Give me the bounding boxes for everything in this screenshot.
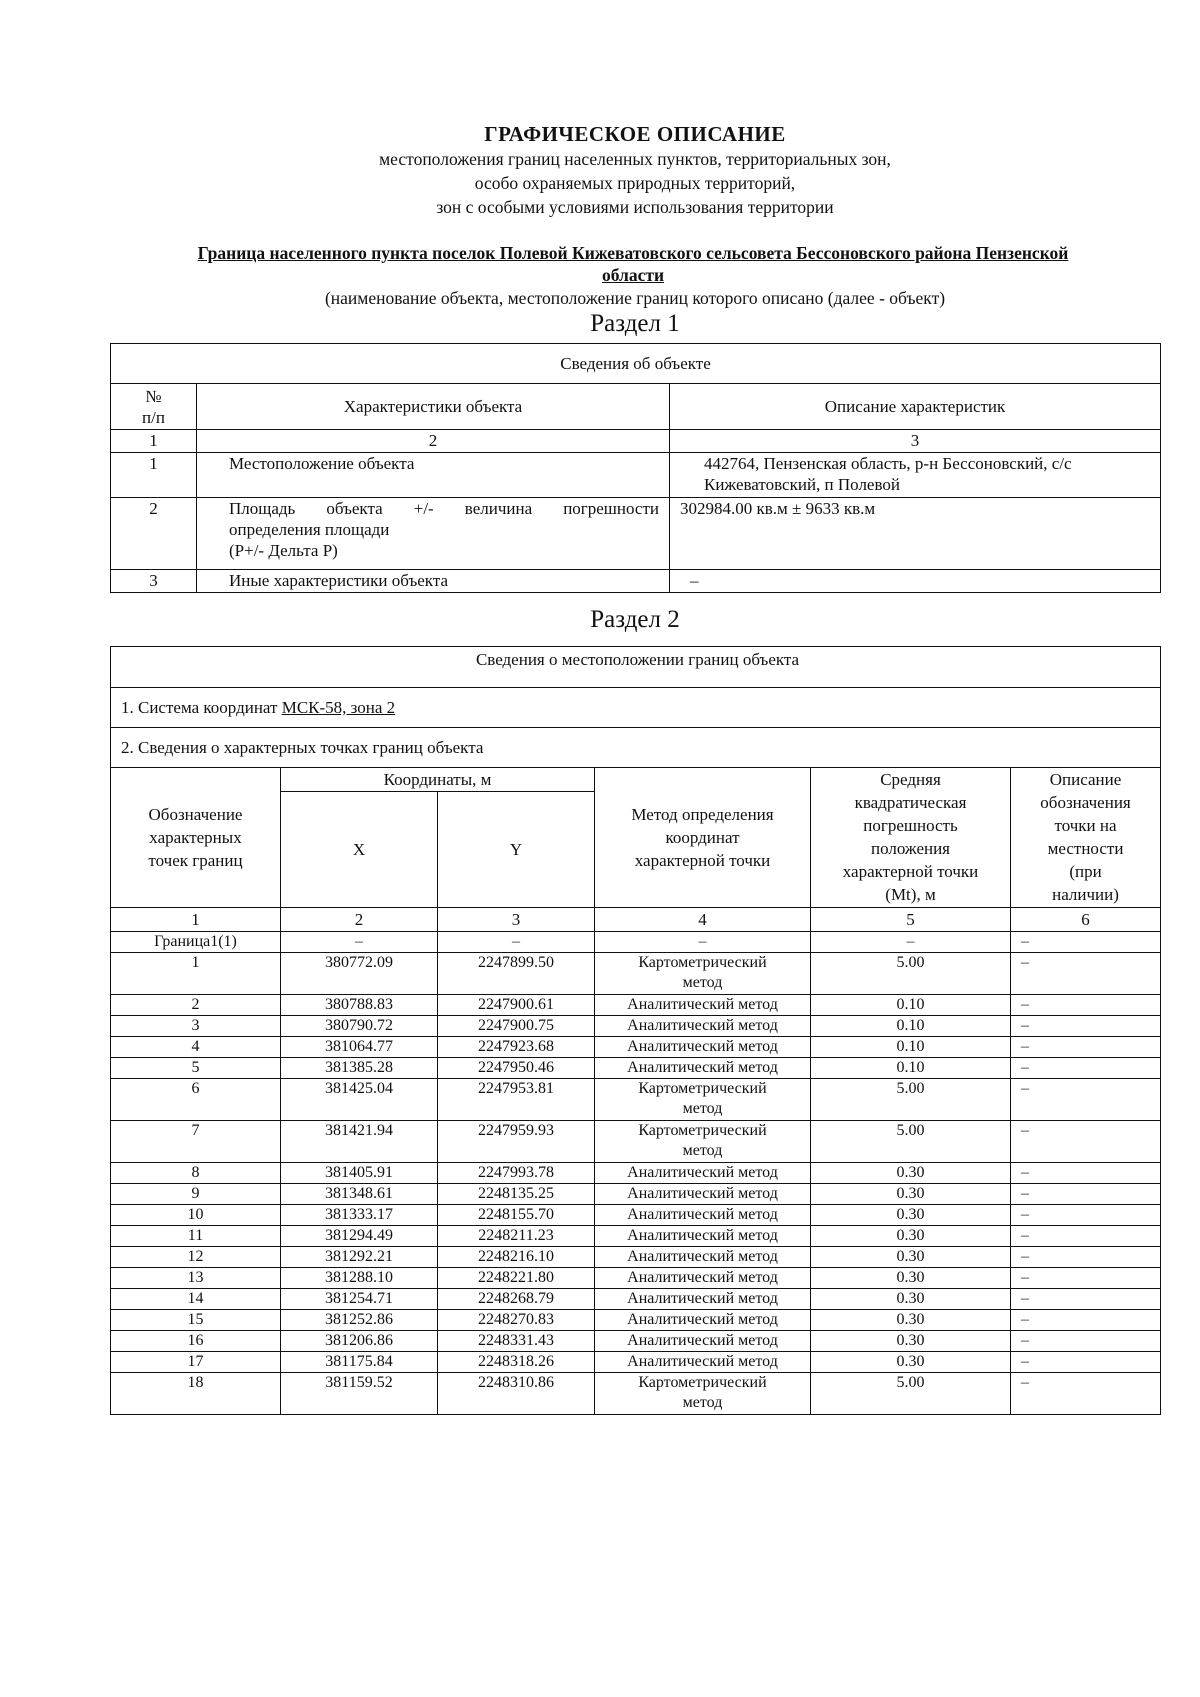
- col-number: 2: [281, 908, 438, 932]
- point-error: 0.30: [811, 1205, 1011, 1226]
- point-error: 5.00: [811, 1121, 1011, 1163]
- point-description: –: [1011, 1163, 1161, 1184]
- point-number: 14: [111, 1289, 281, 1310]
- point-method-line-2: метод: [682, 1099, 723, 1117]
- table-row: [111, 1184, 1161, 1205]
- col-header-point-line-1: Обозначение: [148, 805, 243, 824]
- col-header-desc: [1011, 768, 1161, 908]
- point-method-line-1: Аналитический метод: [627, 1332, 778, 1349]
- col-header-desc-line-5: (при: [1069, 862, 1102, 881]
- point-method-line-1: Картометрический: [638, 954, 767, 971]
- point-description: –: [1011, 1268, 1161, 1289]
- table-row: [111, 1121, 1161, 1163]
- point-method: [595, 1226, 811, 1247]
- point-number: 8: [111, 1163, 281, 1184]
- point-description: –: [1011, 1037, 1161, 1058]
- point-method: [595, 1079, 811, 1121]
- point-description: –: [1011, 1079, 1161, 1121]
- col-header-method-line-3: характерной точки: [634, 851, 771, 870]
- point-x: 381252.86: [281, 1310, 438, 1331]
- row-char-line-3: (P+/- Дельта P): [229, 541, 338, 560]
- point-description: –: [1011, 1016, 1161, 1037]
- point-method-line-1: Аналитический метод: [627, 1164, 778, 1181]
- point-y: 2248310.86: [438, 1373, 595, 1415]
- point-x: 381333.17: [281, 1205, 438, 1226]
- point-method-line-2: метод: [682, 973, 723, 991]
- point-method: [595, 1016, 811, 1037]
- point-y: 2247923.68: [438, 1037, 595, 1058]
- point-number: 18: [111, 1373, 281, 1415]
- point-method: [595, 995, 811, 1016]
- table-row: [111, 1205, 1161, 1226]
- col-header-method-line-2: координат: [665, 828, 740, 847]
- col-header-x: X: [281, 792, 438, 908]
- point-method-line-1: Аналитический метод: [627, 996, 778, 1013]
- point-error: 5.00: [811, 1373, 1011, 1415]
- boundary-table-title: Сведения о местоположении границ объекта: [111, 647, 1161, 688]
- point-error: 0.30: [811, 1163, 1011, 1184]
- point-description: –: [1011, 1310, 1161, 1331]
- col-header-desc-line-3: точки на: [1054, 816, 1117, 835]
- point-method: [595, 1184, 811, 1205]
- point-x: 381206.86: [281, 1331, 438, 1352]
- point-number: 16: [111, 1331, 281, 1352]
- point-error: 0.30: [811, 1352, 1011, 1373]
- point-number: 9: [111, 1184, 281, 1205]
- point-number: 4: [111, 1037, 281, 1058]
- point-x: 381175.84: [281, 1352, 438, 1373]
- point-method: [595, 1037, 811, 1058]
- col-number: 3: [670, 430, 1161, 453]
- point-x: 380788.83: [281, 995, 438, 1016]
- col-number: 1: [111, 430, 197, 453]
- table-row: [111, 1058, 1161, 1079]
- col-header-error-line-2: квадратическая: [854, 793, 967, 812]
- boundary-cell: –: [281, 932, 438, 953]
- point-description: –: [1011, 995, 1161, 1016]
- point-error: 5.00: [811, 1079, 1011, 1121]
- col-header-point-line-2: характерных: [149, 828, 242, 847]
- table-row: [111, 498, 1161, 570]
- point-method: [595, 1163, 811, 1184]
- point-number: 10: [111, 1205, 281, 1226]
- point-method-line-1: Аналитический метод: [627, 1290, 778, 1307]
- point-method-line-2: метод: [682, 1393, 723, 1411]
- point-description: –: [1011, 1247, 1161, 1268]
- point-x: 381294.49: [281, 1226, 438, 1247]
- col-number: 6: [1011, 908, 1161, 932]
- coordinate-system-value: МСК-58, зона 2: [281, 698, 396, 717]
- col-number: 3: [438, 908, 595, 932]
- table-row: [111, 570, 1161, 593]
- point-method-line-1: Картометрический: [638, 1122, 767, 1139]
- point-description: –: [1011, 953, 1161, 995]
- point-method-line-1: Аналитический метод: [627, 1269, 778, 1286]
- point-number: 3: [111, 1016, 281, 1037]
- point-y: 2248135.25: [438, 1184, 595, 1205]
- point-y: 2247959.93: [438, 1121, 595, 1163]
- row-no: 2: [111, 498, 197, 570]
- table-row: [111, 1247, 1161, 1268]
- point-error: 0.30: [811, 1226, 1011, 1247]
- point-description: –: [1011, 1373, 1161, 1415]
- point-y: 2247900.75: [438, 1016, 595, 1037]
- col-header-desc-line-1: Описание: [1049, 770, 1122, 789]
- col-header-point: [111, 768, 281, 908]
- point-y: 2247950.46: [438, 1058, 595, 1079]
- point-number: 5: [111, 1058, 281, 1079]
- point-y: 2248155.70: [438, 1205, 595, 1226]
- point-x: 381405.91: [281, 1163, 438, 1184]
- point-description: –: [1011, 1289, 1161, 1310]
- point-x: 381421.94: [281, 1121, 438, 1163]
- document-title: ГРАФИЧЕСКОЕ ОПИСАНИЕ: [484, 122, 786, 146]
- point-error: 0.30: [811, 1184, 1011, 1205]
- row-no: 1: [111, 453, 197, 498]
- point-number: 12: [111, 1247, 281, 1268]
- row-no: 3: [111, 570, 197, 593]
- table-row: [111, 1331, 1161, 1352]
- subtitle-line-3: зон с особыми условиями использования территории: [436, 197, 834, 217]
- coordinate-system-label: 1. Система координат: [121, 698, 282, 717]
- point-y: 2247900.61: [438, 995, 595, 1016]
- point-method-line-1: Аналитический метод: [627, 1353, 778, 1370]
- row-char-line-1: Площадь объекта +/- величина погрешности: [229, 499, 659, 518]
- point-x: 380790.72: [281, 1016, 438, 1037]
- col-header-error-line-3: погрешность: [863, 816, 958, 835]
- row-char: Иные характеристики объекта: [197, 570, 670, 593]
- point-error: 0.30: [811, 1268, 1011, 1289]
- point-error: 0.30: [811, 1289, 1011, 1310]
- object-info-title: Сведения об объекте: [111, 344, 1161, 384]
- col-header-desc-line-4: местности: [1047, 839, 1124, 858]
- point-x: 381425.04: [281, 1079, 438, 1121]
- point-method-line-2: метод: [682, 1141, 723, 1159]
- subtitle-line-2: особо охраняемых природных территорий,: [474, 173, 796, 193]
- row-desc-line-2: Кижеватовский, п Полевой: [704, 475, 900, 494]
- section1-heading: Раздел 1: [590, 310, 680, 337]
- point-method-line-1: Аналитический метод: [627, 1227, 778, 1244]
- point-x: 381064.77: [281, 1037, 438, 1058]
- col-number: 2: [197, 430, 670, 453]
- point-error: 0.10: [811, 1016, 1011, 1037]
- col-header-error-line-6: (Mt), м: [885, 885, 936, 904]
- row-char: Местоположение объекта: [197, 453, 670, 498]
- row-char: [197, 498, 670, 570]
- boundary-cell: –: [438, 932, 595, 953]
- point-method: [595, 1058, 811, 1079]
- point-x: 381288.10: [281, 1268, 438, 1289]
- point-error: 0.30: [811, 1310, 1011, 1331]
- col-number: 4: [595, 908, 811, 932]
- table-row: [111, 1037, 1161, 1058]
- boundary-points-table: [110, 646, 1161, 1415]
- col-header-error-line-1: Средняя: [880, 770, 941, 789]
- table-row: [111, 1268, 1161, 1289]
- point-method: [595, 1331, 811, 1352]
- point-number: 7: [111, 1121, 281, 1163]
- table-row: [111, 995, 1161, 1016]
- col-header-char: Характеристики объекта: [197, 384, 670, 430]
- point-description: –: [1011, 1058, 1161, 1079]
- coordinate-system: [111, 688, 1161, 728]
- col-header-error: [811, 768, 1011, 908]
- point-method: [595, 1247, 811, 1268]
- col-number: 5: [811, 908, 1011, 932]
- point-x: 381159.52: [281, 1373, 438, 1415]
- table-row: [111, 953, 1161, 995]
- points-body: [111, 953, 1161, 1415]
- point-description: –: [1011, 1184, 1161, 1205]
- point-method-line-1: Аналитический метод: [627, 1248, 778, 1265]
- point-error: 0.30: [811, 1331, 1011, 1352]
- subtitle-line-1: местоположения границ населенных пунктов, территориальных зон,: [379, 149, 891, 169]
- table-row: [111, 453, 1161, 498]
- col-header-method: [595, 768, 811, 908]
- point-y: 2248216.10: [438, 1247, 595, 1268]
- table-row: [111, 1310, 1161, 1331]
- table-row: [111, 1163, 1161, 1184]
- point-x: 381292.21: [281, 1247, 438, 1268]
- col-header-error-line-5: характерной точки: [842, 862, 979, 881]
- point-error: 0.10: [811, 1037, 1011, 1058]
- point-y: 2248331.43: [438, 1331, 595, 1352]
- point-x: 380772.09: [281, 953, 438, 995]
- section2-heading: Раздел 2: [590, 606, 680, 633]
- point-error: 0.10: [811, 995, 1011, 1016]
- point-method-line-1: Аналитический метод: [627, 1311, 778, 1328]
- col-header-desc: Описание характеристик: [670, 384, 1161, 430]
- point-method-line-1: Аналитический метод: [627, 1017, 778, 1034]
- point-description: –: [1011, 1205, 1161, 1226]
- point-error: 5.00: [811, 953, 1011, 995]
- point-method-line-1: Картометрический: [638, 1080, 767, 1097]
- point-y: 2248221.80: [438, 1268, 595, 1289]
- boundary-cell: –: [1011, 932, 1161, 953]
- col-header-method-line-1: Метод определения: [631, 805, 774, 824]
- table-row: [111, 1016, 1161, 1037]
- point-method-line-1: Аналитический метод: [627, 1206, 778, 1223]
- point-number: 6: [111, 1079, 281, 1121]
- col-header-error-line-4: положения: [870, 839, 950, 858]
- point-description: –: [1011, 1121, 1161, 1163]
- col-header-desc-line-6: наличии): [1052, 885, 1119, 904]
- point-description: –: [1011, 1331, 1161, 1352]
- point-description: –: [1011, 1352, 1161, 1373]
- point-method: [595, 1310, 811, 1331]
- point-method: [595, 1121, 811, 1163]
- point-number: 2: [111, 995, 281, 1016]
- table-row: [111, 1079, 1161, 1121]
- point-x: 381348.61: [281, 1184, 438, 1205]
- point-number: 13: [111, 1268, 281, 1289]
- col-header-no-line-1: №: [145, 386, 162, 406]
- object-name-line-1: Граница населенного пункта поселок Полевой Кижеватовского сельсовета Бессоновского района Пензенской: [197, 243, 1069, 263]
- point-number: 1: [111, 953, 281, 995]
- object-name: [118, 242, 1148, 286]
- col-header-coords: Координаты, м: [281, 768, 595, 792]
- point-y: 2248270.83: [438, 1310, 595, 1331]
- points-title: 2. Сведения о характерных точках границ объекта: [111, 728, 1161, 768]
- row-desc-line-1: 442764, Пензенская область, р-н Бессоновский, с/с: [704, 454, 1072, 473]
- boundary-cell: –: [811, 932, 1011, 953]
- col-header-no-line-2: п/п: [142, 407, 165, 427]
- point-method: [595, 1352, 811, 1373]
- point-y: 2248318.26: [438, 1352, 595, 1373]
- table-row: [111, 1289, 1161, 1310]
- point-y: 2247953.81: [438, 1079, 595, 1121]
- object-info-table: [110, 343, 1161, 593]
- row-desc: 302984.00 кв.м ± 9633 кв.м: [670, 498, 1161, 570]
- boundary-label: Граница1(1): [111, 932, 281, 953]
- point-method-line-1: Аналитический метод: [627, 1038, 778, 1055]
- point-method: [595, 1205, 811, 1226]
- point-number: 15: [111, 1310, 281, 1331]
- point-method: [595, 953, 811, 995]
- table-row: [111, 1352, 1161, 1373]
- point-error: 0.30: [811, 1247, 1011, 1268]
- point-y: 2248268.79: [438, 1289, 595, 1310]
- row-desc: –: [670, 570, 1161, 593]
- point-x: 381385.28: [281, 1058, 438, 1079]
- boundary-cell: –: [595, 932, 811, 953]
- object-name-line-2: области: [601, 265, 665, 285]
- point-method-line-1: Картометрический: [638, 1374, 767, 1391]
- point-y: 2247993.78: [438, 1163, 595, 1184]
- point-number: 11: [111, 1226, 281, 1247]
- point-method-line-1: Аналитический метод: [627, 1185, 778, 1202]
- point-x: 381254.71: [281, 1289, 438, 1310]
- col-number: 1: [111, 908, 281, 932]
- object-hint: (наименование объекта, местоположение границ которого описано (далее - объект): [324, 288, 946, 308]
- point-y: 2247899.50: [438, 953, 595, 995]
- point-error: 0.10: [811, 1058, 1011, 1079]
- col-header-y: Y: [438, 792, 595, 908]
- row-desc: [670, 453, 1161, 498]
- point-number: 17: [111, 1352, 281, 1373]
- col-header-no: [111, 384, 197, 430]
- col-header-point-line-3: точек границ: [148, 851, 243, 870]
- col-header-desc-line-2: обозначения: [1040, 793, 1131, 812]
- row-char-line-2: определения площади: [229, 520, 390, 539]
- point-method: [595, 1373, 811, 1415]
- point-y: 2248211.23: [438, 1226, 595, 1247]
- table-row: [111, 1226, 1161, 1247]
- point-description: –: [1011, 1226, 1161, 1247]
- point-method: [595, 1289, 811, 1310]
- table-row: [111, 1373, 1161, 1415]
- point-method-line-1: Аналитический метод: [627, 1059, 778, 1076]
- boundary-row: [111, 932, 1161, 953]
- point-method: [595, 1268, 811, 1289]
